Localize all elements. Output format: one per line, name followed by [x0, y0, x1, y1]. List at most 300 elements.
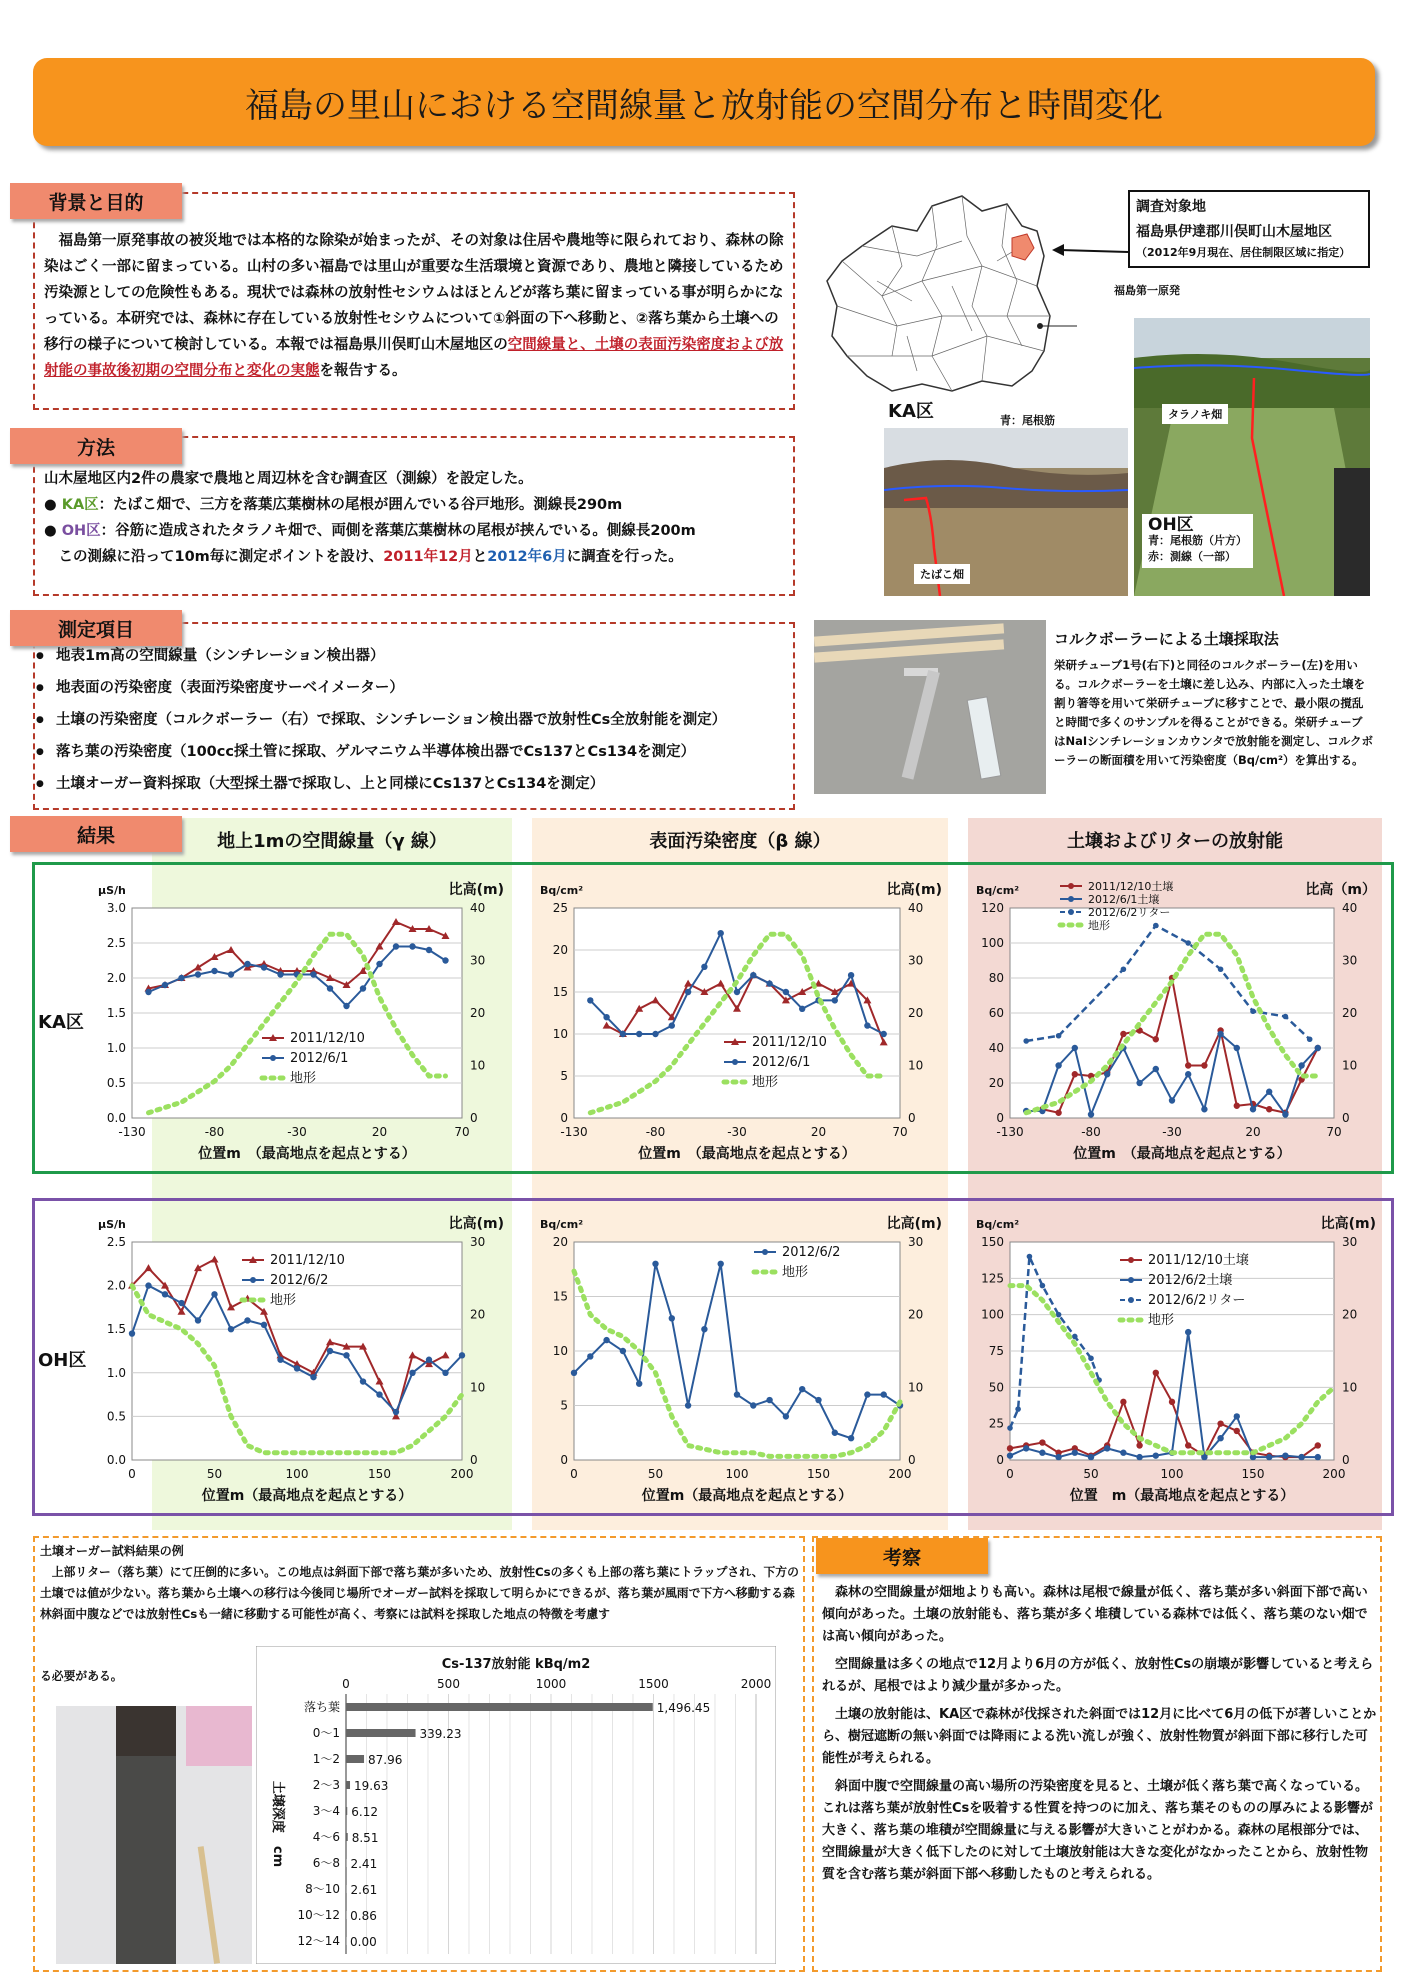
bar-x-tick: 500 [437, 1677, 460, 1691]
legend-label: 2012/6/1 [752, 1055, 811, 1070]
discussion-label: 考察 [816, 1538, 988, 1574]
bar-category-label: 4～6 [312, 1830, 340, 1844]
series-point [620, 1348, 626, 1354]
series-point [376, 1391, 382, 1397]
results-col3-head: 土壌およびリターの放射能 [1067, 831, 1283, 852]
legend-label: 2012/6/2 [270, 1273, 329, 1288]
map-box-title: 調査対象地 [1136, 199, 1206, 215]
bar-value-label: 339.23 [419, 1727, 462, 1741]
series-point [1266, 1089, 1272, 1095]
series-point [734, 989, 740, 995]
series-point [360, 1378, 366, 1384]
map-info-box [1128, 190, 1370, 268]
bar-category-label: 0～1 [312, 1726, 340, 1740]
y2-tick-label: 30 [908, 953, 924, 968]
series-point [1169, 1399, 1175, 1405]
y-axis-label: Bq/cm² [976, 1218, 1020, 1231]
series-point [310, 1374, 316, 1380]
x-tick-label: 200 [888, 1467, 912, 1481]
background-text-post: を報告する。 [319, 363, 407, 379]
y-tick-label: 0.0 [106, 1453, 126, 1467]
y2-axis-label: 比高(m) [1320, 1216, 1376, 1232]
series-point [669, 1315, 675, 1321]
series-point [783, 1413, 789, 1419]
measure-item: ● 地表面の汚染密度（表面汚染密度サーベイメーター） [36, 672, 791, 704]
series-point [145, 989, 151, 995]
background-text [44, 228, 784, 384]
x-axis-label: 位置m （最高地点を起点とする） [1073, 1146, 1291, 1162]
series-point [327, 1348, 333, 1354]
series-point [783, 989, 789, 995]
chart-ka-dose [90, 872, 510, 1170]
x-tick-label: 100 [725, 1467, 749, 1481]
legend-label: 地形 [1148, 1313, 1175, 1328]
series-point [1121, 966, 1127, 972]
y-tick-label: 15 [552, 1289, 568, 1304]
y-axis-label: Bq/cm² [540, 1218, 584, 1231]
y2-tick-label: 20 [1342, 1006, 1358, 1020]
bar-category-label: 10～12 [297, 1908, 340, 1922]
x-tick-label: 50 [647, 1467, 664, 1481]
methods-label: 方法 [10, 428, 182, 464]
discussion-p3: 土壌の放射能は、KA区で森林が伐採された斜面では12月に比べて6月の低下が著しいことから、樹冠遮断の無い斜面では降雨による洗い流しが強く、放射性物質が斜面下部に移行した可能性が考えられる。 [822, 1707, 1377, 1766]
series-point [636, 1381, 642, 1387]
series-point [1185, 1062, 1191, 1068]
plot-area [574, 908, 900, 1118]
cork-title: コルクボーラーによる土壌採取法 [1054, 630, 1279, 648]
series-point [1153, 1066, 1159, 1072]
legend-label: 2012/6/1土壌 [1088, 893, 1160, 906]
series-point [442, 957, 448, 963]
series-point [1007, 1445, 1013, 1451]
bar-value-label: 19.63 [354, 1779, 389, 1793]
y2-tick-label: 10 [470, 1380, 486, 1395]
results-col1-head: 地上1mの空間線量（γ 線） [217, 831, 447, 852]
series-point [1283, 1014, 1289, 1020]
methods-oh-text: ：谷筋に造成されたタラノキ畑で、両側を落葉広葉樹林の尾根が挟んでいる。側線長200m [100, 523, 696, 539]
x-tick-label: -130 [560, 1125, 588, 1139]
series-point [1250, 1008, 1256, 1014]
map-svg [822, 186, 1104, 396]
bar [346, 1937, 347, 1945]
y2-tick-label: 30 [1342, 953, 1358, 968]
oh-legend-blue: 青：尾根筋（片方） [1148, 534, 1247, 547]
series-point [1234, 1045, 1240, 1051]
methods-text [44, 466, 784, 570]
series-point [1298, 1454, 1304, 1460]
oh-photo-legend [1142, 514, 1253, 568]
series-point [1136, 1442, 1142, 1448]
x-tick-label: -80 [645, 1125, 666, 1139]
series-point [799, 1006, 805, 1012]
x-tick-label: 100 [285, 1467, 309, 1481]
series-point [701, 964, 707, 970]
methods-oh-tag: OH区 [61, 523, 101, 539]
legend-label: 地形 [782, 1265, 809, 1280]
y-tick-label: 5 [560, 1069, 568, 1083]
x-tick-label: 50 [1083, 1467, 1099, 1481]
series-point [1027, 1254, 1033, 1260]
series-point [1120, 1399, 1126, 1405]
bar [346, 1911, 347, 1919]
series-point [426, 947, 432, 953]
x-tick-label: -30 [287, 1125, 307, 1139]
series-point [1185, 1071, 1191, 1077]
series-point [1136, 1454, 1142, 1460]
measure-item: ● 土壌の汚染密度（コルクボーラー（右）で採取、シンチレーション検出器で放射性Cs全放射能を測定） [36, 704, 791, 736]
series-point [1234, 1428, 1240, 1434]
bar-x-tick: 1500 [638, 1677, 669, 1691]
x-tick-label: -130 [996, 1125, 1024, 1139]
chart-oh-dose [90, 1206, 510, 1512]
x-tick-label: 100 [1160, 1467, 1184, 1481]
bar-value-label: 1,496.45 [656, 1701, 711, 1715]
series-point [881, 1031, 887, 1037]
x-axis-label: 位置m （最高地点を起点とする） [638, 1146, 856, 1162]
y-tick-label: 0 [560, 1453, 568, 1467]
x-tick-label: 70 [892, 1125, 908, 1139]
series-point [327, 985, 333, 991]
series-point [750, 972, 756, 978]
series-point [1007, 1452, 1013, 1458]
y-tick-label: 0.5 [106, 1409, 126, 1424]
bar-category-label: 3～4 [312, 1804, 340, 1818]
y-tick-label: 25 [552, 901, 568, 915]
series-point [145, 1282, 151, 1288]
legend-marker [1128, 1277, 1134, 1283]
y-tick-label: 75 [988, 1344, 1004, 1358]
x-tick-label: -80 [204, 1125, 225, 1139]
series-point [1120, 1450, 1126, 1456]
y2-tick-label: 10 [908, 1380, 924, 1395]
x-tick-label: -80 [1081, 1125, 1101, 1139]
y2-tick-label: 20 [1342, 1307, 1358, 1322]
y-tick-label: 0.0 [106, 1111, 126, 1125]
series-point [799, 1386, 805, 1392]
series-point [376, 961, 382, 967]
x-tick-label: 70 [454, 1125, 470, 1139]
series-point [1234, 1103, 1240, 1109]
y2-tick-label: 20 [470, 1006, 486, 1020]
bar-category-label: 8～10 [305, 1882, 340, 1896]
y2-axis-label: 比高(m) [886, 1216, 942, 1232]
series-point [162, 982, 168, 988]
series-point [459, 1352, 465, 1358]
methods-ka-text: ：たばこ畑で、三方を落葉広葉樹林の尾根が囲んでいる谷戸地形。測線長290m [98, 497, 623, 513]
legend-label: 地形 [270, 1293, 297, 1308]
y2-tick-label: 30 [470, 953, 486, 968]
series-point [393, 1409, 399, 1415]
chart-oh-surf [532, 1206, 948, 1512]
bar-chart-title: Cs-137放射能 kBq/m2 [441, 1657, 591, 1672]
series-point [1055, 1454, 1061, 1460]
series-point [1055, 1062, 1061, 1068]
series-point [294, 1365, 300, 1371]
series-point [1282, 1452, 1288, 1458]
y-tick-label: 40 [988, 1041, 1004, 1055]
auger-core-photo [56, 1706, 252, 1964]
map-plant-label: 福島第一原発 [1114, 284, 1180, 297]
y-tick-label: 10 [552, 1027, 568, 1041]
series-point [1234, 1413, 1240, 1419]
ka-field-photo [884, 428, 1128, 596]
legend-marker [270, 1055, 276, 1061]
x-tick-label: -130 [118, 1125, 146, 1139]
bar [346, 1833, 348, 1841]
y2-tick-label: 0 [908, 1453, 916, 1467]
series-point [766, 1397, 772, 1403]
series-point [652, 1031, 658, 1037]
cork-photo-svg [814, 620, 1046, 794]
series-point [277, 1357, 283, 1363]
x-tick-label: 150 [807, 1467, 830, 1481]
y-axis-label: Bq/cm² [540, 884, 584, 897]
series-point [864, 1391, 870, 1397]
chart-cs137-bar [256, 1646, 776, 1964]
discussion-p2: 空間線量は多くの地点で12月より6月の方が低く、放射性Csの崩壊が影響していると考えられるが、尾根ではより減少量が多かった。 [822, 1657, 1374, 1694]
series-point [1307, 1036, 1313, 1042]
bar [346, 1703, 653, 1711]
series-point [1023, 1445, 1029, 1451]
background-text-highlight: 空間線量と、土壌の表面汚染密度および放射能の事故後初期の空間分布と変化の実態 [44, 337, 784, 379]
poster-title: 福島の里山における空間線量と放射能の空間分布と時間変化 [33, 58, 1375, 146]
legend-label: 2012/6/1 [290, 1051, 349, 1066]
series-point [718, 1261, 724, 1267]
series-point [228, 971, 234, 977]
x-tick-label: 150 [1241, 1467, 1265, 1481]
bar-value-label: 2.41 [350, 1857, 378, 1871]
series-point [685, 1402, 691, 1408]
series-point [1298, 1062, 1304, 1068]
y2-tick-label: 30 [470, 1235, 486, 1249]
series-point [178, 975, 184, 981]
bar [346, 1729, 416, 1737]
series-point [620, 1031, 626, 1037]
y2-axis-label: 比高(m) [448, 882, 504, 898]
legend-marker [1128, 1257, 1134, 1263]
series-point [409, 1370, 415, 1376]
series-point [864, 1022, 870, 1028]
y-tick-label: 10 [552, 1344, 568, 1358]
series-point [393, 943, 399, 949]
series-point [881, 1391, 887, 1397]
series-point [1088, 1111, 1094, 1117]
background-text-pre: 福島第一原発事故の被災地では本格的な除染が始まったが、その対象は住居や農地等に限られており、森林の除染はごく一部に留まっている。山村の多い福島では里山が重要な生活環境と資源であり、農地と隣接しているため汚染源としての危険性もある。現状では森林の放射性セシウムはほとんどが落ち葉に留まっている事が明らかになっている。本研究では、森林に存在している放射性セシウムについて①斜面の下へ移動と、②落ち葉から土壌への移行の様子について検討している。本報では福島県川俣町山木屋地区の [44, 233, 784, 353]
legend-label: 2012/6/2リター [1148, 1293, 1246, 1308]
y2-tick-label: 10 [1342, 1380, 1358, 1395]
series-point [1169, 1097, 1175, 1103]
legend-label: 地形 [752, 1075, 779, 1090]
y-tick-label: 80 [988, 971, 1004, 985]
series-point [261, 1322, 267, 1328]
y-tick-label: 1.0 [106, 1041, 126, 1055]
bar [346, 1807, 347, 1815]
y2-tick-label: 40 [908, 901, 924, 915]
series-point [1266, 1106, 1272, 1112]
y2-axis-label: 比高(m) [886, 882, 942, 898]
x-tick-label: 50 [206, 1467, 223, 1481]
discussion-p1: 森林の空間線量が畑地よりも高い。森林は尾根で線量が低く、落ち葉が多い斜面下部で高い傾向があった。土壌の放射能も、落ち葉が多く堆積している森林では低く、落ち葉のない畑では高い傾向があった。 [822, 1585, 1368, 1644]
series-point [1185, 1442, 1191, 1448]
bar [346, 1859, 347, 1867]
y-tick-label: 1.5 [106, 1322, 126, 1337]
auger-photo-svg [56, 1706, 252, 1964]
bar-category-label: 12～14 [297, 1934, 340, 1948]
oh-field-photo [1134, 318, 1370, 596]
series-point [162, 1291, 168, 1297]
x-tick-label: 200 [450, 1467, 474, 1481]
legend-label: 地形 [290, 1071, 317, 1086]
x-tick-label: 0 [128, 1467, 136, 1481]
x-tick-label: 0 [570, 1467, 578, 1481]
measure-list [36, 640, 791, 800]
series-point [1153, 1370, 1159, 1376]
series-point [1039, 1450, 1045, 1456]
oh-photo-label: OH区 [1148, 515, 1194, 535]
results-label: 結果 [10, 816, 182, 852]
ka-field-label: たばこ畑 [914, 564, 970, 584]
y-tick-label: 0 [996, 1453, 1004, 1467]
measure-label: 測定項目 [10, 610, 182, 646]
series-point [1039, 1439, 1045, 1445]
x-axis-label: 位置m（最高地点を起点とする） [201, 1488, 413, 1504]
legend-marker [1068, 883, 1074, 889]
bar-x-tick: 1000 [535, 1677, 567, 1691]
series-point [750, 1402, 756, 1408]
series-point [1136, 1080, 1142, 1086]
series-point [1023, 1038, 1029, 1044]
y2-tick-label: 20 [908, 1006, 924, 1020]
series-point [701, 1326, 707, 1332]
series-point [343, 1003, 349, 1009]
series-point [1250, 1106, 1256, 1112]
series-point [426, 1357, 432, 1363]
methods-oh: ● OH区：谷筋に造成されたタラノキ畑で、両側を落葉広葉樹林の尾根が挟んでいる。側線長200m [44, 523, 696, 539]
series-point [669, 1022, 675, 1028]
ka-photo-label: KA区 [888, 401, 934, 422]
series-point [1040, 1283, 1046, 1289]
series-point [652, 1261, 658, 1267]
series-point [1185, 1329, 1191, 1335]
series-point [1153, 923, 1159, 929]
series-point [587, 997, 593, 1003]
y-tick-label: 150 [981, 1235, 1004, 1249]
y2-tick-label: 10 [470, 1058, 486, 1073]
series-point [442, 1370, 448, 1376]
methods-line4-and: と [472, 549, 488, 565]
oh-legend-red: 赤：測線（一部） [1148, 550, 1236, 563]
x-tick-label: 20 [810, 1125, 827, 1139]
series-point [409, 943, 415, 949]
bar-category-label: 落ち葉 [303, 1700, 340, 1714]
series-point [1185, 940, 1191, 946]
y2-tick-label: 40 [470, 901, 486, 915]
y-tick-label: 20 [552, 1235, 568, 1249]
series-point [587, 1353, 593, 1359]
methods-date-jun: 2012年6月 [487, 549, 567, 565]
methods-line1: 山木屋地区内2件の農家で農地と周辺林を含む調査区（測線）を設定した。 [44, 471, 533, 487]
series-point [603, 1337, 609, 1343]
y-axis-label: Bq/cm² [976, 884, 1020, 897]
cork-borer-photo [814, 620, 1046, 794]
x-tick-label: -30 [1162, 1125, 1182, 1139]
chart-ka-surf [532, 872, 948, 1170]
oh-field-label: タラノキ畑 [1162, 404, 1228, 424]
cork-text: 栄研チューブ1号(右下)と同径のコルクボーラー(左)を用いる。コルクボーラーを土壌に差し込み、内部に入った土壌を割り箸等を用いて栄研チューブに移すことで、最小限の撹乱と時間で多くのサンプルを得ることができる。栄研チューブはNaIシンチレーションカウンタで放射能を測定し、コルクボーラーの断面積を用いて汚染密度（Bq/cm²）を算出する。 [1054, 658, 1373, 767]
methods-line4-b: に調査を行った。 [566, 549, 683, 565]
series-point [1120, 1031, 1126, 1037]
series-point [636, 1031, 642, 1037]
y-tick-label: 0 [560, 1111, 568, 1125]
y-tick-label: 0.5 [106, 1076, 126, 1090]
series-point [1072, 1450, 1078, 1456]
series-point [1266, 1454, 1272, 1460]
legend-marker [1068, 896, 1074, 902]
series-point [832, 1430, 838, 1436]
x-tick-label: 20 [371, 1125, 388, 1139]
bar-value-label: 6.12 [351, 1805, 378, 1819]
y2-tick-label: 10 [908, 1058, 924, 1073]
y2-tick-label: 30 [1342, 1235, 1358, 1249]
y-tick-label: 2.5 [106, 936, 126, 950]
series-point [244, 961, 250, 967]
series-point [1217, 1420, 1223, 1426]
series-point [1201, 1062, 1207, 1068]
series-point [571, 1370, 577, 1376]
y-tick-label: 100 [981, 936, 1004, 950]
y-tick-label: 120 [981, 901, 1004, 915]
series-point [261, 964, 267, 970]
x-tick-label: 200 [1322, 1467, 1346, 1481]
legend-label: 2011/12/10 [752, 1035, 827, 1050]
series-point [1282, 1111, 1288, 1117]
legend-label: 2011/12/10 [290, 1031, 365, 1046]
bar-x-tick: 2000 [740, 1677, 772, 1691]
legend-label: 2011/12/10土壌 [1088, 880, 1174, 893]
y2-tick-label: 0 [1342, 1111, 1350, 1125]
y-axis-label: µS/h [98, 884, 126, 897]
series-point [1153, 1036, 1159, 1042]
y-tick-label: 0 [996, 1111, 1004, 1125]
map-arrow [1050, 240, 1130, 264]
series-point [1201, 1106, 1207, 1112]
bar-category-label: 6～8 [312, 1856, 340, 1870]
map-box-location: 福島県伊達郡川俣町山木屋地区 [1136, 224, 1332, 240]
x-tick-label: -30 [727, 1125, 747, 1139]
y2-tick-label: 10 [1342, 1058, 1358, 1073]
y-tick-label: 60 [988, 1006, 1004, 1020]
series-point [1153, 1452, 1159, 1458]
legend-label: 2011/12/10 [270, 1253, 345, 1268]
series-point [277, 971, 283, 977]
methods-line4 [44, 544, 784, 570]
x-tick-label: 150 [368, 1467, 391, 1481]
y2-tick-label: 40 [1342, 901, 1358, 915]
series-point [195, 971, 201, 977]
series-point [1056, 1312, 1062, 1318]
series-point [1072, 1334, 1078, 1340]
series-point [310, 971, 316, 977]
legend-label: 2012/6/2 [782, 1245, 841, 1260]
bar-category-label: 2～3 [312, 1778, 340, 1792]
legend-marker [762, 1249, 768, 1255]
measure-item: ● 落ち葉の汚染密度（100cc採土管に採取、ゲルマニウム半導体検出器でCs137とCs134を測定） [36, 736, 791, 768]
y2-tick-label: 0 [908, 1111, 916, 1125]
bar [346, 1755, 364, 1763]
series-point [1104, 1445, 1110, 1451]
measure-item: ● 土壌オーガー資料採取（大型採土器で採取し、上と同様にCs137とCs134を測定） [36, 768, 791, 800]
series-point [1072, 1071, 1078, 1077]
